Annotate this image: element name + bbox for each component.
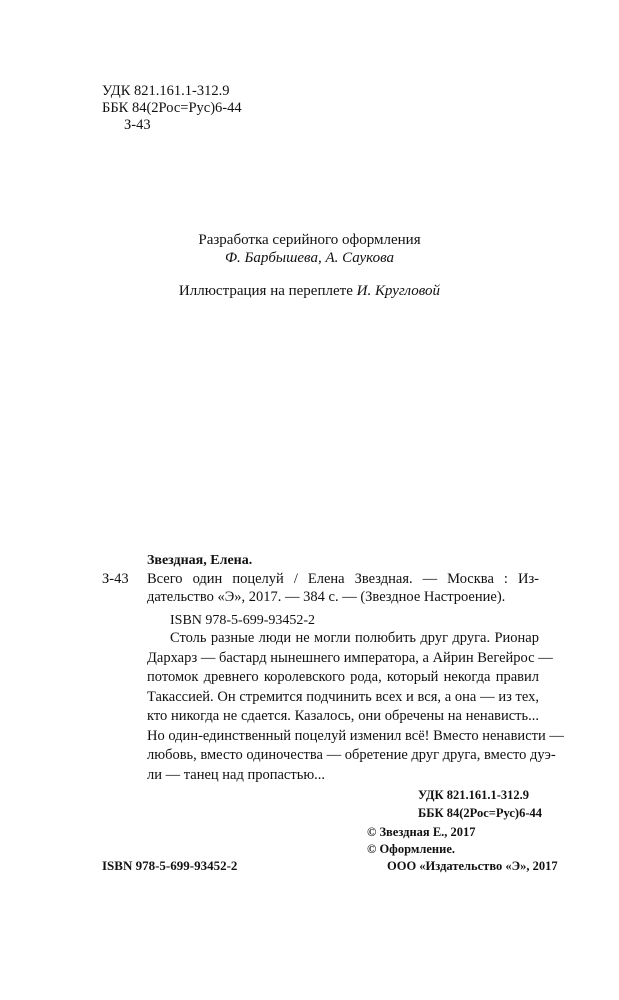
bbk-code: ББК 84(2Рос=Рус)6-44: [102, 100, 242, 116]
annotation-line-6: Но один-единственный поцелуй изменил всё! Вместо ненависти —: [147, 727, 564, 744]
annotation-line-3: потомок древнего королевского рода, который некогда правил: [147, 669, 539, 685]
udk-code: УДК 821.161.1-312.9: [102, 83, 230, 99]
annotation-line-5: кто никогда не сдается. Казалось, они обречены на ненависть...: [147, 708, 539, 724]
illustration-credit: [0, 282, 619, 300]
footer-udk: УДК 821.161.1-312.9: [418, 788, 529, 802]
annotation-line-8: ли — танец над пропастью...: [147, 766, 326, 783]
series-design-label: Разработка серийного оформления: [198, 232, 421, 248]
illustration-label: Иллюстрация на переплете: [178, 283, 353, 299]
bibliography-author-mark: З-43: [102, 571, 129, 587]
annotation-line-2: Дархарз — бастард нынешнего императора, а Айрин Вегейрос —: [147, 649, 553, 666]
bibliography-isbn: ISBN 978-5-699-93452-2: [170, 613, 316, 628]
copyright-design: © Оформление.: [367, 842, 456, 856]
copyright-publisher: ООО «Издательство «Э», 2017: [387, 859, 558, 873]
author-heading: Звездная, Елена.: [147, 553, 253, 568]
annotation-line-4: Такассией. Он стремится подчинить всех и вся, а она — из тех,: [147, 688, 539, 705]
footer-bbk: ББК 84(2Рос=Рус)6-44: [418, 806, 542, 820]
annotation-line-7: любовь, вместо одиночества — обретение друг друга, вместо дуэ-: [147, 747, 556, 763]
annotation-line-1: Столь разные люди не могли полюбить друг друга. Рионар: [170, 630, 539, 646]
author-mark: З-43: [124, 117, 151, 133]
series-design-names: Ф. Барбышева, А. Саукова: [224, 250, 395, 266]
illustration-name: И. Кругловой: [356, 283, 441, 299]
description-line-1: Всего один поцелуй / Елена Звездная. — Москва : Из-: [147, 571, 539, 587]
footer-isbn: ISBN 978-5-699-93452-2: [102, 858, 238, 873]
copyright-author: © Звездная Е., 2017: [367, 825, 476, 839]
description-line-2: дательство «Э», 2017. — 384 с. — (Звездное Настроение).: [147, 589, 506, 605]
